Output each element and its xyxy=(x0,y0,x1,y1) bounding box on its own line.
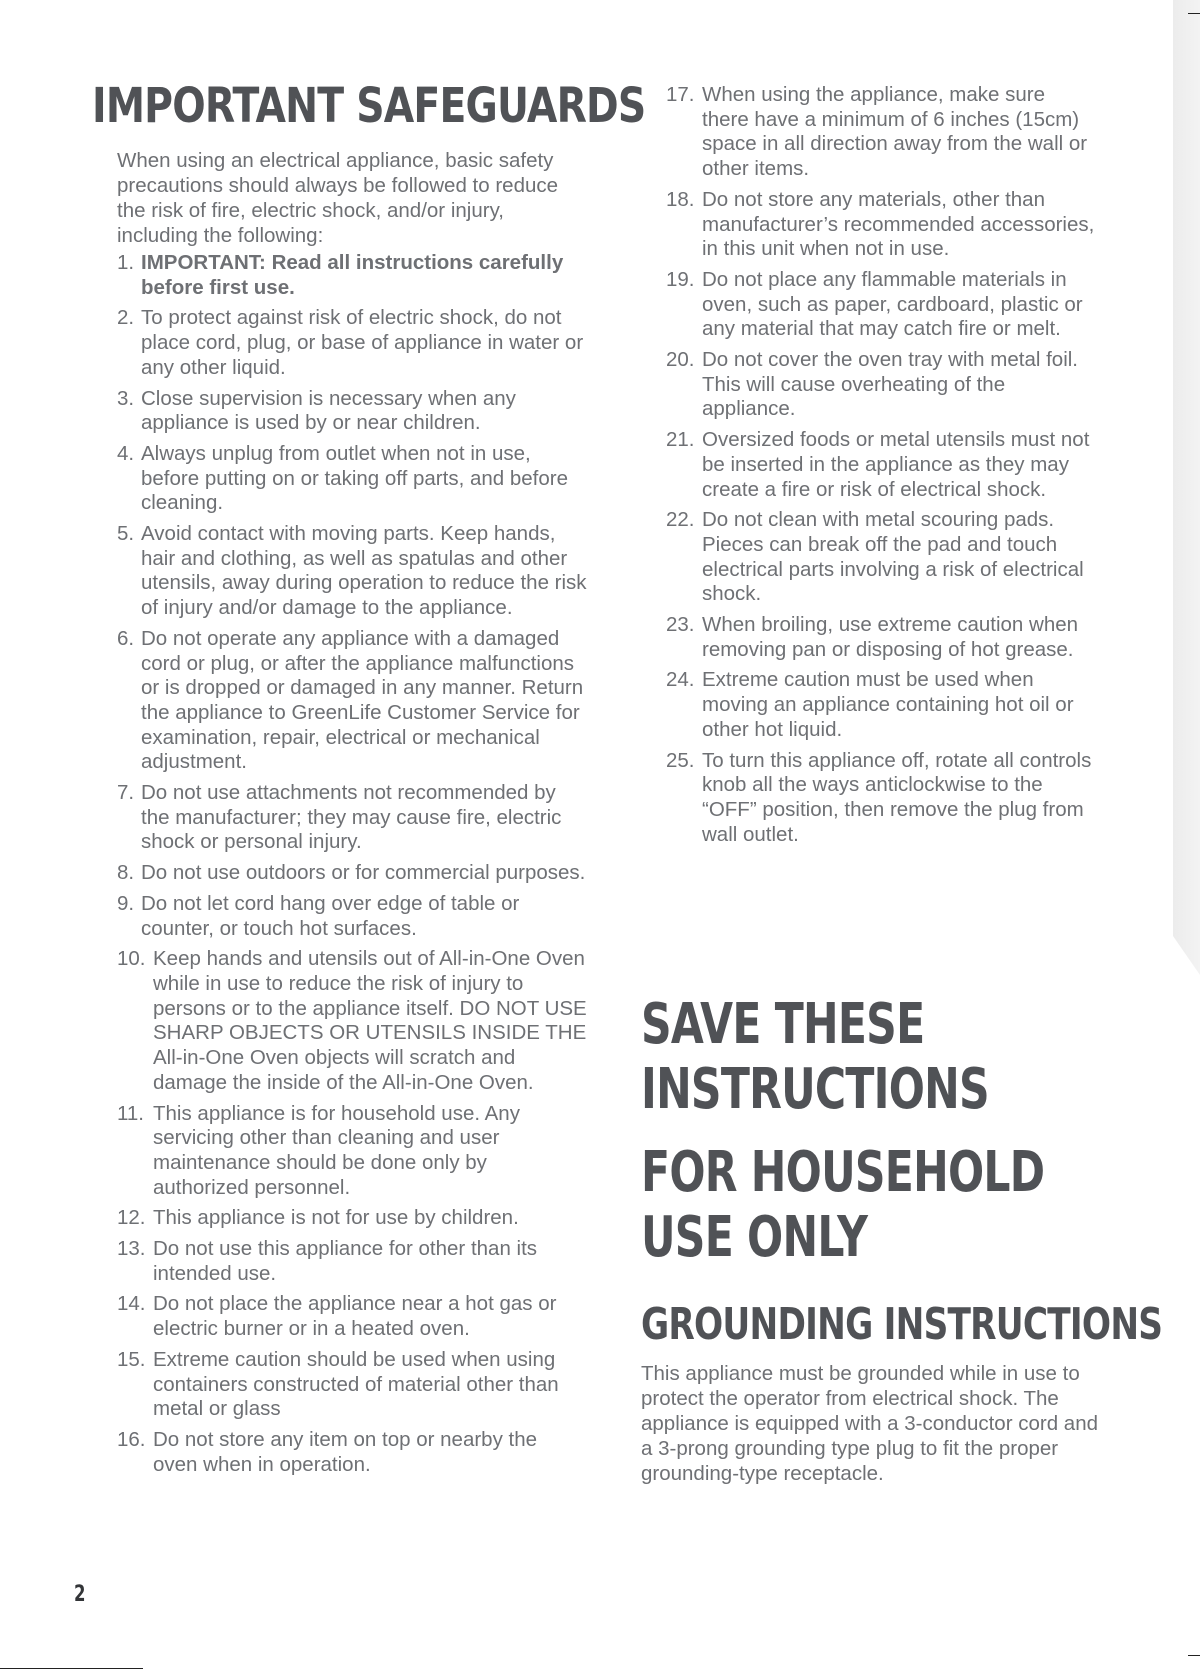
item-text: Oversized foods or metal utensils must not be inserted in the appliance as they may create a fire or risk of electrical shock. xyxy=(702,428,1090,501)
list-item xyxy=(117,522,587,621)
item-text: To protect against risk of electric shock, do not place cord, plug, or base of appliance in water or any other liquid. xyxy=(141,306,584,379)
item-text: IMPORTANT: Read all instructions carefully before first use. xyxy=(141,251,564,299)
list-item xyxy=(666,83,1096,182)
item-number: 23. xyxy=(666,613,695,637)
save-instructions-heading-line1: SAVE THESE xyxy=(641,992,925,1057)
item-number: 7. xyxy=(117,781,135,805)
list-item xyxy=(666,668,1096,742)
page-number: 2 xyxy=(74,1582,86,1607)
item-text: Do not place any flammable materials in oven, such as paper, cardboard, plastic or any material that may catch fire or melt. xyxy=(702,267,1083,341)
crop-mark-bottom-right xyxy=(1188,1655,1200,1656)
intro-paragraph: When using an electrical appliance, basic safety precautions should always be followed to reduce the risk of fire, electric shock, and/or injury, including the following: xyxy=(117,149,559,247)
item-text: Do not store any item on top or nearby the oven when in operation. xyxy=(153,1427,538,1476)
item-text: Always unplug from outlet when not in use, before putting on or taking off parts, and before cleaning. xyxy=(141,441,568,515)
item-text: Do not clean with metal scouring pads. Pieces can break off the pad and touch electrical parts involving a risk of electrical shock. xyxy=(702,508,1084,606)
list-item xyxy=(117,781,587,855)
item-number: 10. xyxy=(117,947,146,971)
list-item xyxy=(666,428,1096,502)
item-number: 19. xyxy=(666,267,695,291)
item-number: 8. xyxy=(117,861,135,885)
list-item xyxy=(117,442,587,516)
list-item xyxy=(117,251,587,300)
item-number: 20. xyxy=(666,348,695,372)
item-number: 17. xyxy=(666,83,695,106)
item-text: Do not cover the oven tray with metal foil. This will cause overheating of the appliance. xyxy=(702,348,1079,421)
grounding-paragraph: This appliance must be grounded while in use to protect the operator from electrical shock. The appliance is equipped with a 3-conductor cord and a 3-prong grounding type plug to fit the proper grounding-type receptacle. xyxy=(641,1362,1098,1485)
save-instructions-heading-line2: INSTRUCTIONS xyxy=(641,1057,989,1122)
item-number: 4. xyxy=(117,441,135,465)
item-text: Do not let cord hang over edge of table or counter, or touch hot surfaces. xyxy=(141,891,520,940)
safeguards-list-left xyxy=(117,251,587,1483)
list-item xyxy=(666,348,1096,422)
list-item xyxy=(117,1237,587,1286)
item-number: 3. xyxy=(117,386,135,410)
item-text: This appliance is for household use. Any servicing other than cleaning and user maintenance should be done only by authorized personnel. xyxy=(153,1101,520,1199)
list-item xyxy=(666,749,1096,848)
grounding-heading: GROUNDING INSTRUCTIONS xyxy=(641,1299,1163,1350)
item-text: To turn this appliance off, rotate all controls knob all the ways anticlockwise to the “OFF” position, then remove the plug from wall outlet. xyxy=(702,748,1092,846)
item-number: 6. xyxy=(117,626,135,650)
item-number: 2. xyxy=(117,306,135,330)
item-text: Do not use this appliance for other than its intended use. xyxy=(153,1237,538,1285)
item-text: Close supervision is necessary when any appliance is used by or near children. xyxy=(141,386,516,435)
item-text: Do not store any materials, other than manufacturer’s recommended accessories, in this unit when not in use. xyxy=(702,187,1095,261)
list-item xyxy=(117,892,587,941)
page-title: IMPORTANT SAFEGUARDS xyxy=(92,78,646,134)
item-number: 14. xyxy=(117,1292,146,1316)
page-edge-shadow xyxy=(1173,0,1200,975)
item-number: 22. xyxy=(666,508,695,532)
item-text: Do not place the appliance near a hot gas or electric burner or in a heated oven. xyxy=(153,1292,557,1341)
item-number: 25. xyxy=(666,748,695,772)
crop-mark-bottom-left xyxy=(0,1668,143,1669)
list-item xyxy=(117,1206,587,1231)
item-number: 12. xyxy=(117,1206,146,1230)
list-item xyxy=(117,1102,587,1201)
item-number: 21. xyxy=(666,428,695,452)
item-text: Do not operate any appliance with a damaged cord or plug, or after the appliance malfunctions or is dropped or damaged in any manner. Return the appliance to GreenLife Customer Service for examination, repair, electrical or mechanical adjustment. xyxy=(141,626,584,774)
safeguards-list-right xyxy=(666,83,1096,853)
household-use-heading-line1: FOR HOUSEHOLD xyxy=(641,1140,1045,1205)
list-item xyxy=(117,947,587,1095)
item-number: 5. xyxy=(117,522,135,546)
item-text: Avoid contact with moving parts. Keep hands, hair and clothing, as well as spatulas and other utensils, away during operation to reduce the risk of injury and/or damage to the appliance. xyxy=(141,522,587,620)
crop-mark-top-right xyxy=(1188,13,1200,14)
item-text: Keep hands and utensils out of All-in-One Oven while in use to reduce the risk of injury to persons or to the appliance itself. DO NOT USE SHARP OBJECTS OR UTENSILS INSIDE THE All-in-One Oven objects will scratch and damage the inside of the All-in-One Oven. xyxy=(153,947,587,1094)
list-item xyxy=(666,613,1096,662)
item-number: 9. xyxy=(117,891,135,915)
item-text: Do not use attachments not recommended by the manufacturer; they may cause fire, electric shock or personal injury. xyxy=(141,781,562,854)
list-item xyxy=(666,188,1096,262)
list-item xyxy=(117,1428,587,1477)
item-number: 1. xyxy=(117,251,135,274)
item-number: 13. xyxy=(117,1237,146,1261)
list-item xyxy=(666,268,1096,342)
item-text: Do not use outdoors or for commercial purposes. xyxy=(141,861,586,885)
item-text: This appliance is not for use by children. xyxy=(153,1206,519,1230)
household-use-heading-line2: USE ONLY xyxy=(641,1205,868,1270)
item-text: Extreme caution must be used when moving an appliance containing hot oil or other hot liquid. xyxy=(702,668,1074,741)
item-text: When broiling, use extreme caution when removing pan or disposing of hot grease. xyxy=(702,613,1079,661)
list-item xyxy=(117,1348,587,1422)
item-number: 18. xyxy=(666,187,695,211)
list-item xyxy=(117,1292,587,1341)
list-item xyxy=(117,306,587,380)
list-item xyxy=(117,861,587,886)
list-item xyxy=(117,627,587,775)
list-item xyxy=(117,387,587,436)
item-number: 11. xyxy=(117,1101,144,1125)
item-number: 15. xyxy=(117,1347,146,1371)
item-text: When using the appliance, make sure there have a minimum of 6 inches (15cm) space in all direction away from the wall or other items. xyxy=(702,83,1088,181)
list-item xyxy=(666,508,1096,607)
item-text: Extreme caution should be used when using containers constructed of material other than metal or glass xyxy=(153,1347,559,1421)
item-number: 16. xyxy=(117,1427,146,1451)
item-number: 24. xyxy=(666,668,695,692)
